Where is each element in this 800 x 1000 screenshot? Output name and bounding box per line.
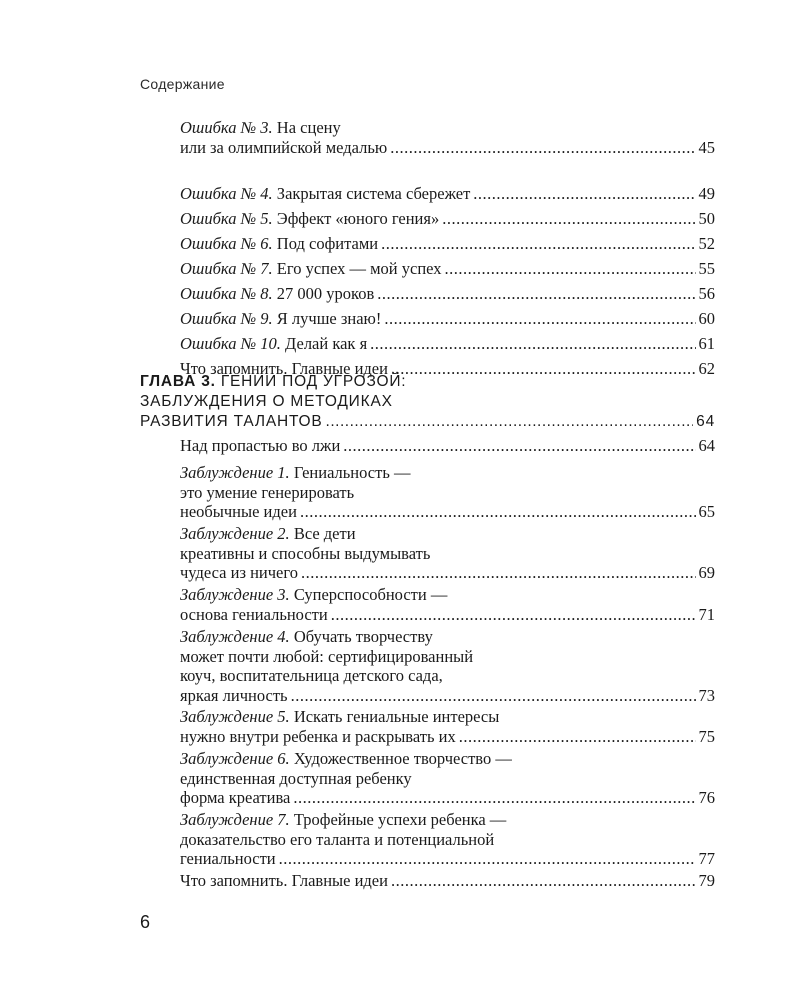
- toc-entry[interactable]: [180, 810, 715, 869]
- toc-entry-text: яркая личность: [180, 685, 288, 705]
- toc-entry-text: доказательство его таланта и потенциальной: [180, 829, 495, 849]
- toc-page-number: 60: [698, 309, 715, 328]
- toc-entry[interactable]: [180, 627, 715, 705]
- toc-page-number: 73: [698, 685, 715, 705]
- toc-entry-line: [180, 334, 715, 354]
- toc-entry-line: [180, 184, 715, 204]
- toc-entry[interactable]: [180, 234, 715, 254]
- toc-entry-label: Ошибка № 5.: [180, 209, 273, 228]
- toc-entry-label: Заблуждение 2.: [180, 524, 290, 543]
- toc-entry-text: Трофейные успехи ребенка —: [293, 810, 507, 829]
- toc-entry-text: Искать гениальные интересы: [293, 707, 500, 726]
- toc-entry-line: [180, 502, 715, 522]
- toc-entry-label: Заблуждение 1.: [180, 463, 290, 482]
- toc-entry-line: [180, 769, 715, 789]
- toc-entry-label: Ошибка № 6.: [180, 234, 273, 253]
- toc-entry[interactable]: [180, 184, 715, 204]
- toc-page-number: 77: [698, 849, 715, 868]
- toc-entry-label: Заблуждение 7.: [180, 810, 290, 829]
- toc-entry-text: единственная доступная ребенку: [180, 768, 412, 788]
- toc-entry-label: Заблуждение 3.: [180, 585, 290, 604]
- toc-entry-line: [180, 483, 715, 503]
- toc-entry-text: это умение генерировать: [180, 482, 355, 502]
- toc-entry-text: Все дети: [293, 524, 356, 543]
- toc-entry-line: [180, 309, 715, 329]
- toc-entry[interactable]: [180, 118, 715, 157]
- toc-page-number: 75: [698, 726, 715, 746]
- toc-page-number: 76: [698, 788, 715, 807]
- leader-dots: [370, 334, 695, 354]
- toc-entry[interactable]: [180, 284, 715, 304]
- toc-page-number: 69: [698, 563, 715, 582]
- leader-dots: [473, 184, 695, 204]
- toc-entry-line: [180, 871, 715, 891]
- toc-entry-line: [180, 118, 715, 138]
- toc-entry-text: форма креатива: [180, 788, 291, 807]
- toc-entry-line: [180, 788, 715, 808]
- toc-entry-text: Обучать творчеству: [293, 627, 433, 646]
- toc-entry[interactable]: [180, 259, 715, 279]
- toc-entry-line: [180, 707, 715, 727]
- leader-dots: [343, 436, 695, 456]
- toc-entry-line: [180, 849, 715, 869]
- leader-dots: [331, 605, 696, 625]
- toc-entry-text: Что запомнить. Главные идеи: [180, 359, 388, 378]
- leader-dots: [459, 727, 696, 747]
- toc-entry-text: или за олимпийской медалью: [180, 137, 388, 157]
- running-head: Содержание: [140, 76, 225, 92]
- toc-entry-line: [180, 686, 715, 706]
- toc-entry-line: [180, 749, 715, 769]
- toc-entry-line: [180, 563, 715, 583]
- toc-entry-label: Заблуждение 4.: [180, 627, 290, 646]
- toc-entry[interactable]: [180, 436, 715, 456]
- chapter-page-number: 64: [696, 413, 715, 430]
- toc-entry-text: На сцену: [276, 118, 341, 137]
- toc-entry-text: Художественное творчество —: [293, 749, 512, 768]
- toc-entry-line: [180, 830, 715, 850]
- toc-entry[interactable]: [180, 585, 715, 624]
- toc-entry-text: Под софитами: [276, 234, 379, 253]
- toc-entry[interactable]: [180, 309, 715, 329]
- toc-entry-label: Ошибка № 9.: [180, 309, 273, 328]
- toc-entry-line: [180, 627, 715, 647]
- toc-entry-text: 27 000 уроков: [276, 284, 375, 303]
- toc-entry-line: [180, 666, 715, 686]
- toc-entry-text: чудеса из ничего: [180, 563, 298, 582]
- toc-entry-text: креативны и способны выдумывать: [180, 543, 431, 563]
- toc-page-number: 62: [698, 359, 715, 378]
- toc-page-number: 50: [698, 209, 715, 228]
- toc-entry-text: основа гениальности: [180, 604, 328, 624]
- toc-entry[interactable]: [180, 463, 715, 522]
- toc-entry-line: [180, 647, 715, 667]
- toc-entry[interactable]: [180, 334, 715, 354]
- page-number: 6: [140, 912, 151, 932]
- toc-entry-line: [180, 463, 715, 483]
- leader-dots: [279, 849, 696, 869]
- toc-entry-label: Ошибка № 8.: [180, 284, 273, 303]
- toc-entry-label: Ошибка № 10.: [180, 334, 281, 353]
- toc-page-number: 55: [698, 259, 715, 278]
- toc-entry-line: [180, 585, 715, 605]
- toc-entry[interactable]: [180, 707, 715, 746]
- leader-dots: [377, 284, 695, 304]
- toc-entry-text: Его успех — мой успех: [276, 259, 442, 278]
- toc-entry-line: [180, 259, 715, 279]
- toc-entry-line: [180, 810, 715, 830]
- leader-dots: [326, 412, 694, 432]
- toc-page-number: 49: [698, 184, 715, 203]
- toc-page-number: 61: [698, 334, 715, 353]
- leader-dots: [384, 309, 695, 329]
- toc-entry-line: [180, 544, 715, 564]
- toc-entry-line: [180, 436, 715, 456]
- chapter-title-line-1: ГЕНИИ ПОД УГРОЗОЙ:: [220, 373, 407, 390]
- toc-entry-text: гениальности: [180, 849, 276, 868]
- toc-entry-text: необычные идеи: [180, 502, 297, 521]
- toc-entry[interactable]: [180, 209, 715, 229]
- toc-entry-line: [180, 284, 715, 304]
- toc-page-number: 79: [698, 871, 715, 890]
- toc-entry-text: Я лучше знаю!: [276, 309, 382, 328]
- toc-page-number: 52: [698, 234, 715, 253]
- toc-entry-line: [180, 234, 715, 254]
- toc-entry-text: нужно внутри ребенка и раскрывать их: [180, 726, 456, 746]
- toc-entry-text: Суперспособности —: [293, 585, 448, 604]
- toc-entry-label: Ошибка № 3.: [180, 118, 273, 137]
- toc-page-number: 65: [698, 502, 715, 521]
- toc-entry[interactable]: [180, 524, 715, 583]
- toc-entry-line: [180, 209, 715, 229]
- leader-dots: [381, 234, 695, 254]
- toc-entry-text: может почти любой: сертифицированный: [180, 646, 474, 666]
- chapter-title-line-2: ЗАБЛУЖДЕНИЯ О МЕТОДИКАХ: [140, 393, 393, 410]
- toc-entry-label: Заблуждение 6.: [180, 749, 290, 768]
- toc-entry-line: [180, 524, 715, 544]
- leader-dots: [291, 686, 696, 706]
- leader-dots: [301, 563, 696, 583]
- toc-entry-line: [180, 605, 715, 625]
- toc-page-number: 56: [698, 284, 715, 303]
- toc-entry-text: Эффект «юного гения»: [276, 209, 440, 228]
- chapter-number: ГЛАВА 3.: [140, 373, 216, 390]
- toc-entry-text: коуч, воспитательница детского сада,: [180, 666, 443, 685]
- leader-dots: [293, 788, 695, 808]
- toc-entry-text: Что запомнить. Главные идеи: [180, 871, 388, 890]
- toc-entry-text: Закрытая система сбережет: [276, 184, 471, 203]
- toc-entry-label: Ошибка № 4.: [180, 184, 273, 203]
- leader-dots: [391, 871, 696, 891]
- chapter-title-line-3: РАЗВИТИЯ ТАЛАНТОВ: [140, 413, 323, 430]
- leader-dots: [445, 259, 696, 279]
- toc-entry-label: Ошибка № 7.: [180, 259, 273, 278]
- toc-page-number: 64: [698, 436, 715, 455]
- chapter-heading[interactable]: [140, 372, 715, 432]
- toc-entry-label: Заблуждение 5.: [180, 707, 290, 726]
- toc-entry[interactable]: [180, 749, 715, 808]
- leader-dots: [442, 209, 695, 229]
- toc-entry-text: Над пропастью во лжи: [180, 436, 341, 455]
- toc-entry[interactable]: [180, 871, 715, 891]
- toc-entry-text: Гениальность —: [293, 463, 411, 482]
- toc-page-number: 71: [698, 604, 715, 624]
- toc-page-number: 45: [698, 137, 715, 157]
- leader-dots: [300, 502, 696, 522]
- toc-entry-text: Делай как я: [285, 334, 368, 353]
- toc-entry-line: [180, 138, 715, 158]
- leader-dots: [390, 138, 695, 158]
- toc-entry-line: [180, 727, 715, 747]
